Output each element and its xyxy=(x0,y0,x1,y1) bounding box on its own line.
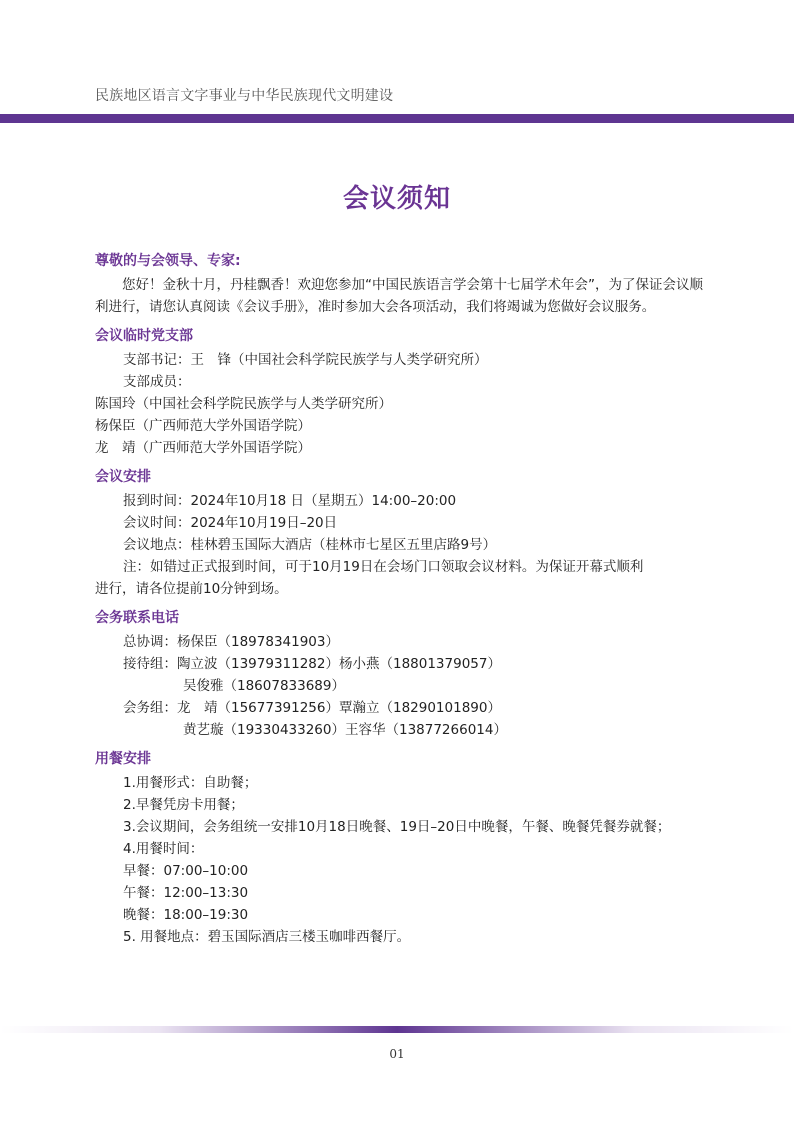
dining-item: 午餐：12:00–13:30 xyxy=(123,885,249,901)
greeting: 尊敬的与会领导、专家: xyxy=(95,253,241,269)
branch-member: 杨保臣（广西师范大学外国语学院） xyxy=(95,418,311,434)
contact-affairs: 黄艺璇（19330433260）王容华（13877266014） xyxy=(183,722,507,738)
section-heading-arrangement: 会议安排 xyxy=(95,469,151,485)
contact-reception: 接待组：陶立波（13979311282）杨小燕（18801379057） xyxy=(123,656,501,672)
dining-item: 5. 用餐地点：碧玉国际酒店三楼玉咖啡西餐厅。 xyxy=(123,929,411,945)
dining-item: 3.会议期间，会务组统一安排10月18日晚餐、19日–20日中晚餐，午餐、晚餐凭餐券就餐； xyxy=(123,819,671,835)
section-heading-contacts: 会务联系电话 xyxy=(95,610,179,626)
dining-item: 早餐：07:00–10:00 xyxy=(123,863,249,879)
dining-item: 2.早餐凭房卡用餐； xyxy=(123,797,244,813)
section-heading-dining: 用餐安排 xyxy=(95,751,151,767)
page-title: 会议须知 xyxy=(342,184,451,214)
header-rule xyxy=(0,114,794,123)
notice-body xyxy=(95,250,715,948)
meeting-time: 会议时间：2024年10月19日–20日 xyxy=(123,515,338,531)
arrangement-note-continued: 进行，请各位提前10分钟到场。 xyxy=(95,581,288,597)
arrangement-note: 注：如错过正式报到时间，可于10月19日在会场门口领取会议材料。为保证开幕式顺利 xyxy=(123,559,644,575)
contact-affairs: 会务组：龙 靖（15677391256）覃瀚立（18290101890） xyxy=(123,700,501,716)
branch-member: 陈国玲（中国社会科学院民族学与人类学研究所） xyxy=(95,396,392,412)
branch-secretary: 支部书记：王 锋（中国社会科学院民族学与人类学研究所） xyxy=(123,352,488,368)
running-header: 民族地区语言文字事业与中华民族现代文明建设 xyxy=(95,88,394,104)
dining-item: 晚餐：18:00–19:30 xyxy=(123,907,249,923)
intro-paragraph: 您好！金秋十月，丹桂飘香！欢迎您参加“中国民族语言学会第十七届学术年会”，为了保证会议顺利进行，请您认真阅读《会议手册》，准时参加大会各项活动，我们将竭诚为您做好会议服务。 xyxy=(95,277,703,315)
registration-time: 报到时间：2024年10月18 日（星期五）14:00–20:00 xyxy=(123,493,457,509)
branch-members-label: 支部成员： xyxy=(123,374,191,390)
section-heading-party-branch: 会议临时党支部 xyxy=(95,328,193,344)
footer-rule xyxy=(0,1026,794,1033)
meeting-venue: 会议地点：桂林碧玉国际大酒店（桂林市七星区五里店路9号） xyxy=(123,537,497,553)
contact-reception: 吴俊雅（18607833689） xyxy=(183,678,345,694)
dining-item: 1.用餐形式：自助餐； xyxy=(123,775,258,791)
branch-member: 龙 靖（广西师范大学外国语学院） xyxy=(95,440,311,456)
dining-item: 4.用餐时间： xyxy=(123,841,204,857)
contact-coordinator: 总协调：杨保臣（18978341903） xyxy=(123,634,339,650)
page-number: 01 xyxy=(389,1047,405,1061)
